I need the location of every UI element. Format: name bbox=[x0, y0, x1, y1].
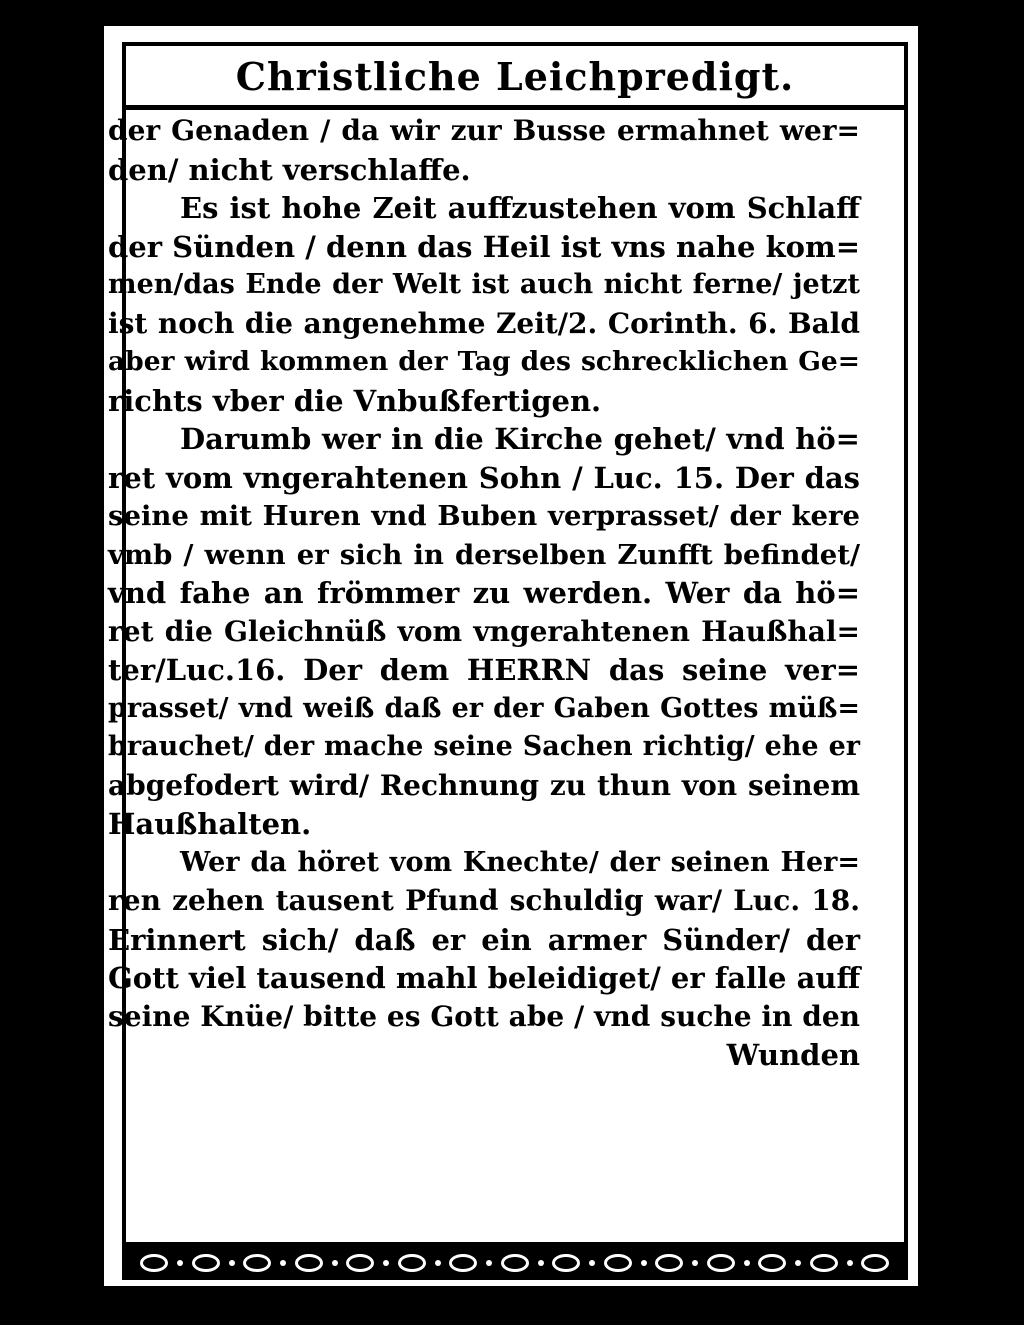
ornament-dot bbox=[847, 1260, 853, 1266]
catchword: Wunden bbox=[726, 1038, 860, 1072]
ornament-loop bbox=[449, 1254, 477, 1272]
ornamental-border bbox=[122, 1246, 908, 1280]
ornament-dot bbox=[744, 1260, 750, 1266]
text-line: Darumb wer in die Kirche gehet/ vnd hö= bbox=[180, 422, 860, 456]
text-line: men/das Ende der Welt ist auch nicht ferne/ jetzt bbox=[108, 269, 860, 300]
ornament-loop bbox=[140, 1254, 168, 1272]
text-line: Es ist hohe Zeit auffzustehen vom Schlaff bbox=[180, 191, 860, 225]
text-line: vnd fahe an frömmer zu werden. Wer da hö= bbox=[108, 576, 860, 610]
text-line: ist noch die angenehme Zeit/2. Corinth. 6. Bald bbox=[108, 306, 860, 340]
ornament-loop bbox=[501, 1254, 529, 1272]
text-line: Erinnert sich/ daß er ein armer Sünder/ der bbox=[108, 922, 860, 957]
ornament-loop bbox=[398, 1254, 426, 1272]
ornament-dot bbox=[795, 1260, 801, 1266]
body-text bbox=[108, 112, 860, 1075]
text-line: prasset/ vnd weiß daß er der Gaben Gottes müß= bbox=[108, 692, 860, 724]
running-header bbox=[126, 46, 904, 110]
text-line: seine mit Huren vnd Buben verprasset/ der kere bbox=[108, 500, 860, 532]
ornament-dot bbox=[177, 1260, 183, 1266]
text-line: den/ nicht verschlaffe. bbox=[108, 152, 471, 187]
text-line: der Sünden / denn das Heil ist vns nahe kom= bbox=[108, 229, 860, 264]
ornament-loop bbox=[604, 1254, 632, 1272]
text-line: brauchet/ der mache seine Sachen richtig/ ehe er bbox=[108, 731, 860, 762]
ornament-loop bbox=[192, 1254, 220, 1272]
ornament-dot bbox=[435, 1260, 441, 1266]
text-line: abgefodert wird/ Rechnung zu thun von seinem bbox=[108, 768, 860, 802]
page-title: Christliche Leichpredigt. bbox=[235, 54, 795, 99]
ornament-dot bbox=[589, 1260, 595, 1266]
book-page bbox=[96, 14, 934, 1286]
ornament-dot bbox=[486, 1260, 492, 1266]
top-rule bbox=[96, 14, 934, 26]
text-line: der Genaden / da wir zur Busse ermahnet wer= bbox=[108, 114, 860, 147]
text-line: seine Knüe/ bitte es Gott abe / vnd suche in den bbox=[108, 999, 860, 1033]
text-line: Wer da höret vom Knechte/ der seinen Her= bbox=[180, 846, 860, 878]
text-line: ter/Luc.16. Der dem HERRN das seine ver= bbox=[108, 653, 860, 687]
ornament-dot bbox=[383, 1260, 389, 1266]
left-edge-bar bbox=[96, 14, 104, 1286]
text-line: vmb / wenn er sich in derselben Zunfft befindet/ bbox=[108, 538, 860, 571]
ornament-loop bbox=[346, 1254, 374, 1272]
ornament-dot bbox=[229, 1260, 235, 1266]
text-line: ret vom vngerahtenen Sohn / Luc. 15. Der das bbox=[108, 460, 860, 495]
ornament-dot bbox=[692, 1260, 698, 1266]
text-line: ret die Gleichnüß vom vngerahtenen Haußhal= bbox=[108, 614, 860, 648]
ornament-dot bbox=[538, 1260, 544, 1266]
right-edge-bar bbox=[918, 14, 934, 1286]
ornament-loop bbox=[758, 1254, 786, 1272]
text-line: richts vber die Vnbußfertigen. bbox=[108, 383, 602, 418]
ornament-loop bbox=[861, 1254, 889, 1272]
text-line: Haußhalten. bbox=[108, 807, 312, 841]
ornament-loop bbox=[707, 1254, 735, 1272]
ornament-loop bbox=[552, 1254, 580, 1272]
ornament-dot bbox=[332, 1260, 338, 1266]
text-line: Gott viel tausend mahl beleidiget/ er falle auff bbox=[108, 961, 861, 995]
ornament-loop bbox=[655, 1254, 683, 1272]
ornament-loop bbox=[295, 1254, 323, 1272]
ornament-loop bbox=[810, 1254, 838, 1272]
text-line: aber wird kommen der Tag des schrecklichen Ge= bbox=[108, 346, 860, 377]
ornament-dot bbox=[641, 1260, 647, 1266]
ornament-dot bbox=[280, 1260, 286, 1266]
text-line: ren zehen tausent Pfund schuldig war/ Luc. 18. bbox=[108, 884, 860, 917]
ornament-loop bbox=[243, 1254, 271, 1272]
